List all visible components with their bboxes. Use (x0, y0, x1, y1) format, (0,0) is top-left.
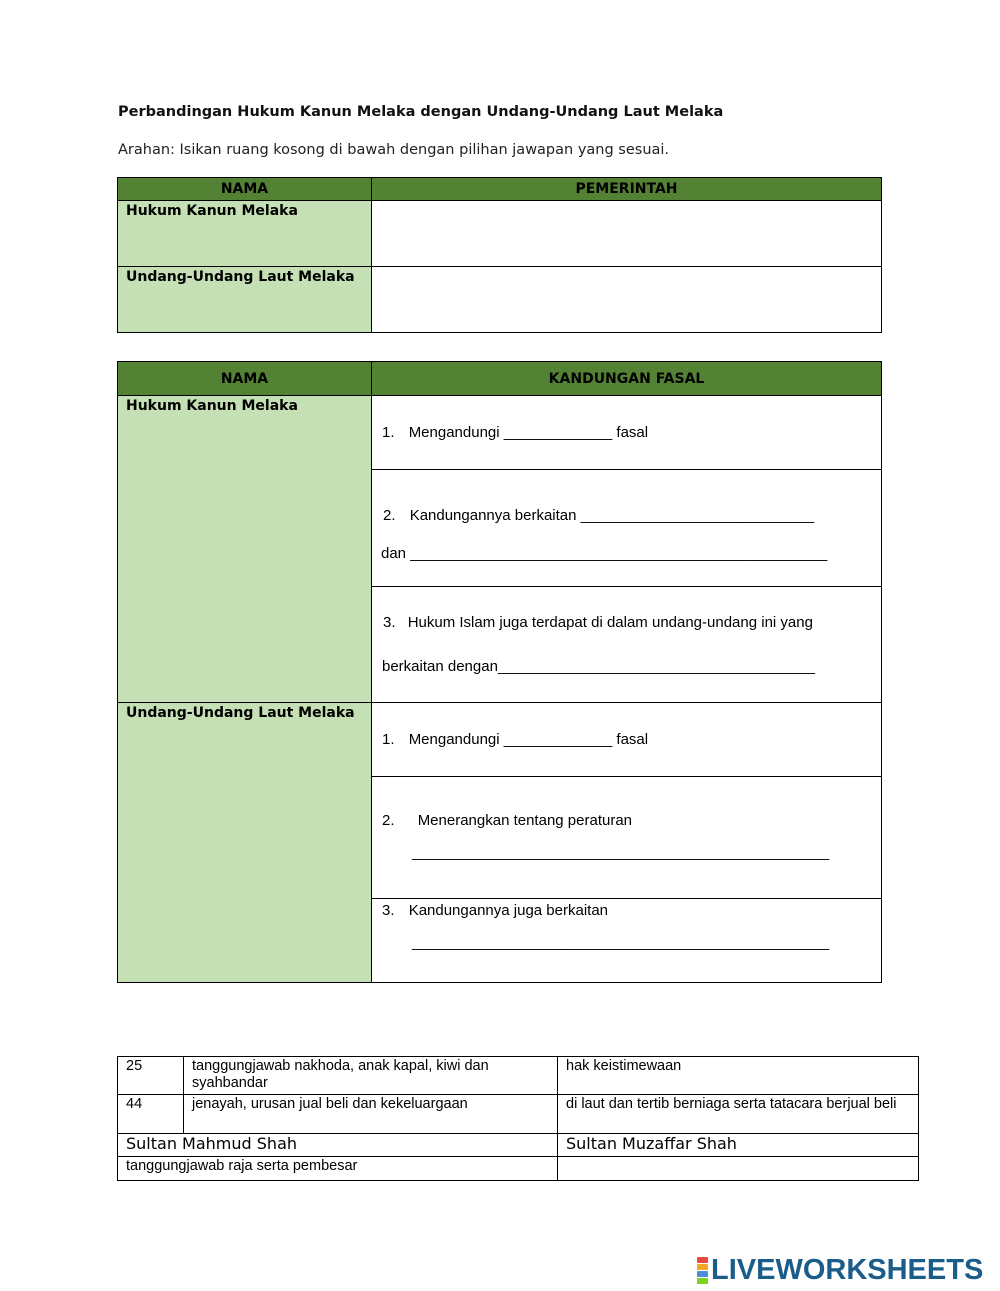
item-text: Hukum Islam juga terdapat di dalam undang-undang ini yang (407, 614, 813, 631)
item-text: fasal (616, 731, 649, 748)
blank-kandungan-2[interactable]: __________________________________________________ (410, 545, 828, 562)
header-nama: NAMA (118, 178, 372, 201)
row-name-hukum-kanun: Hukum Kanun Melaka (118, 201, 372, 267)
answer-option[interactable]: hak keistimewaan (558, 1057, 919, 1095)
hkm-item-1 (372, 396, 882, 470)
item-text: fasal (616, 424, 649, 441)
blank-fasal-count[interactable]: _____________ (503, 424, 613, 441)
row-name-hukum-kanun: Hukum Kanun Melaka (118, 396, 372, 703)
row-name-undang-laut: Undang-Undang Laut Melaka (118, 267, 372, 333)
header-kandungan: KANDUNGAN FASAL (372, 362, 882, 396)
pemerintah-table (117, 177, 882, 333)
item-number: 1. (382, 424, 395, 441)
item-number: 2. (382, 812, 395, 829)
item-text: Kandungannya berkaitan (409, 507, 577, 524)
answer-option[interactable]: Sultan Mahmud Shah (118, 1134, 558, 1157)
answer-option[interactable]: 25 (118, 1057, 184, 1095)
blank-kandungan-berkaitan[interactable]: __________________________________________________ (412, 934, 830, 951)
answer-option[interactable]: Sultan Muzaffar Shah (558, 1134, 919, 1157)
kandungan-table (117, 361, 882, 983)
uulm-item-1 (372, 703, 882, 777)
uulm-item-3 (372, 899, 882, 983)
answer-option[interactable]: tanggungjawab raja serta pembesar (118, 1157, 558, 1181)
blank-peraturan[interactable]: __________________________________________________ (412, 844, 830, 861)
hkm-item-2 (372, 470, 882, 587)
answer-options-table (117, 1056, 919, 1181)
answer-option[interactable]: jenayah, urusan jual beli dan kekeluargaan (184, 1095, 558, 1134)
blank-fasal-count[interactable]: _____________ (503, 731, 613, 748)
item-number: 2. (383, 507, 396, 524)
item-text: Kandungannya juga berkaitan (408, 902, 609, 919)
blank-hukum-islam[interactable]: berkaitan dengan______________________________________ (382, 658, 815, 675)
item-number: 1. (382, 731, 395, 748)
logo-icon (697, 1257, 708, 1284)
row-name-undang-laut: Undang-Undang Laut Melaka (118, 703, 372, 983)
instruction-text: Arahan: Isikan ruang kosong di bawah dengan pilihan jawapan yang sesuai. (118, 142, 670, 158)
header-pemerintah: PEMERINTAH (372, 178, 882, 201)
item-number: 3. (383, 614, 396, 631)
answer-option[interactable]: di laut dan tertib berniaga serta tatacara berjual beli (558, 1095, 919, 1134)
liveworksheets-logo (697, 1252, 983, 1288)
hkm-item-3 (372, 587, 882, 703)
uulm-item-2 (372, 777, 882, 899)
answer-option[interactable]: 44 (118, 1095, 184, 1134)
drop-zone-pemerintah-hkm[interactable] (372, 201, 882, 267)
blank-kandungan[interactable]: ____________________________ (580, 507, 815, 524)
header-nama: NAMA (118, 362, 372, 396)
logo-text: LIVEWORKSHEETS (711, 1253, 984, 1286)
item-text: dan (381, 545, 407, 562)
item-text: Menerangkan tentang peraturan (417, 812, 633, 829)
answer-option[interactable]: tanggungjawab nakhoda, anak kapal, kiwi dan syahbandar (184, 1057, 558, 1095)
empty-cell (558, 1157, 919, 1181)
item-number: 3. (382, 902, 395, 919)
item-text: Mengandungi (408, 731, 500, 748)
item-text: Mengandungi (408, 424, 500, 441)
drop-zone-pemerintah-uulm[interactable] (372, 267, 882, 333)
page-title: Perbandingan Hukum Kanun Melaka dengan Undang-Undang Laut Melaka (118, 104, 724, 120)
